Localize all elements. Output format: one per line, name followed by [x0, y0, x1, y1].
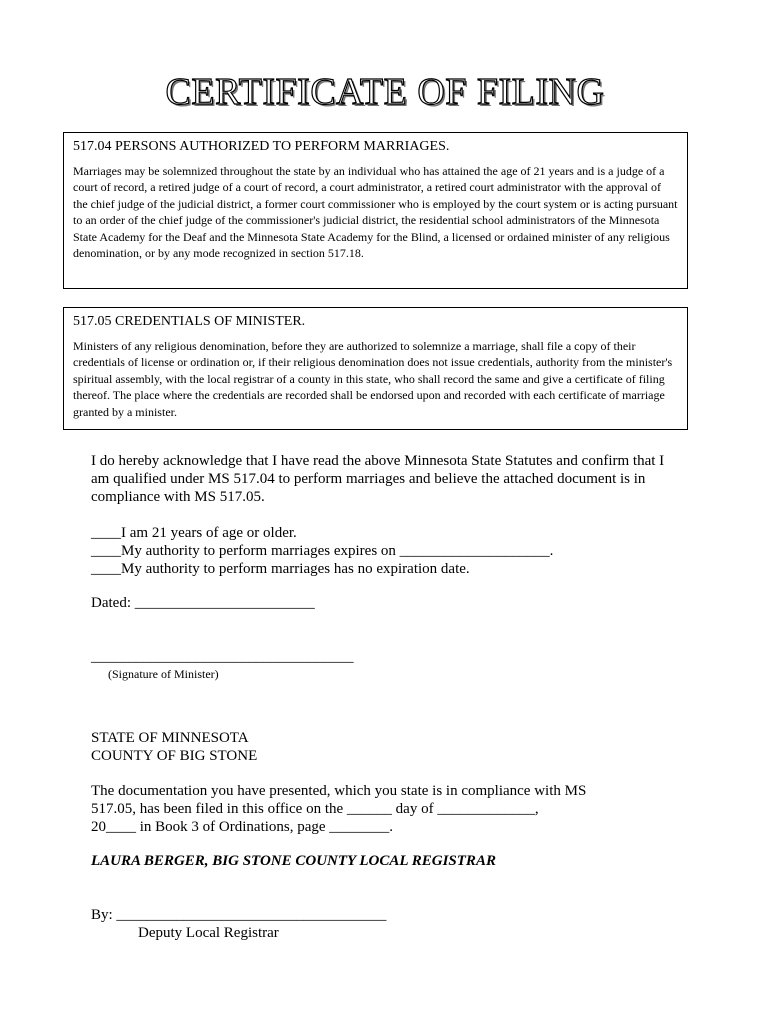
filing-text-line-2[interactable]: 517.05, has been filed in this office on the ______ day of _____________, — [91, 801, 539, 817]
county-label: COUNTY OF BIG STONE — [91, 748, 258, 764]
statute-box-517-05 — [63, 307, 688, 430]
statute-text: Ministers of any religious denomination, before they are authorized to solemnize a marriage, shall file a copy of their credentials of license or ordination or, if their religious denomination does not issue credentials, authority from the minister's spiritual assembly, with the local registrar of a county in this state, who shall record the same and give a certificate of filing thereof. The place where the credentials are recorded shall be endorsed upon and recorded with each certificate of marriage granted by a minister. — [73, 339, 673, 419]
filing-text-line-3[interactable]: 20____ in Book 3 of Ordinations, page ________. — [91, 819, 394, 835]
page-title: CERTIFICATE OF FILING — [165, 71, 605, 113]
by-signature-line[interactable]: By: ____________________________________ — [91, 907, 387, 923]
expiration-date-line[interactable]: ____My authority to perform marriages expires on ____________________. — [91, 543, 554, 559]
statute-heading: 517.05 CREDENTIALS OF MINISTER. — [73, 314, 306, 329]
deputy-caption: Deputy Local Registrar — [138, 925, 279, 941]
signature-caption: (Signature of Minister) — [108, 667, 219, 681]
statute-box-517-04 — [63, 132, 688, 289]
dated-field[interactable]: Dated: ________________________ — [91, 595, 315, 611]
age-check-line[interactable]: ____I am 21 years of age or older. — [91, 525, 297, 541]
no-expiration-line[interactable]: ____My authority to perform marriages has no expiration date. — [91, 561, 470, 577]
statute-heading: 517.04 PERSONS AUTHORIZED TO PERFORM MARRIAGES. — [73, 139, 450, 154]
filing-text-line-1: The documentation you have presented, which you state is in compliance with MS — [91, 783, 587, 799]
registrar-name: LAURA BERGER, BIG STONE COUNTY LOCAL REGISTRAR — [91, 853, 496, 869]
acknowledgement-text: I do hereby acknowledge that I have read the above Minnesota State Statutes and confirm that I am qualified under MS 517.04 to perform marriages and believe the attached document is in compliance with MS 517.05. — [91, 453, 665, 505]
signature-line[interactable]: ___________________________________ — [91, 649, 354, 665]
statute-text: Marriages may be solemnized throughout the state by an individual who has attained the age of 21 years and is a judge of a court of record, a retired judge of a court of record, a court administrator, a retired court administrator with the approval of the chief judge of the judicial district, a former court commissioner who is employed by the court system or is acting pursuant to an order of the chief judge of the commissioner's judicial district, the residential school administrators of the Minnesota State Academy for the Deaf and the Minnesota State Academy for the Blind, a licensed or ordained minister of any religious denomination, or by any mode recognized in section 517.18. — [73, 164, 678, 261]
state-label: STATE OF MINNESOTA — [91, 730, 249, 746]
